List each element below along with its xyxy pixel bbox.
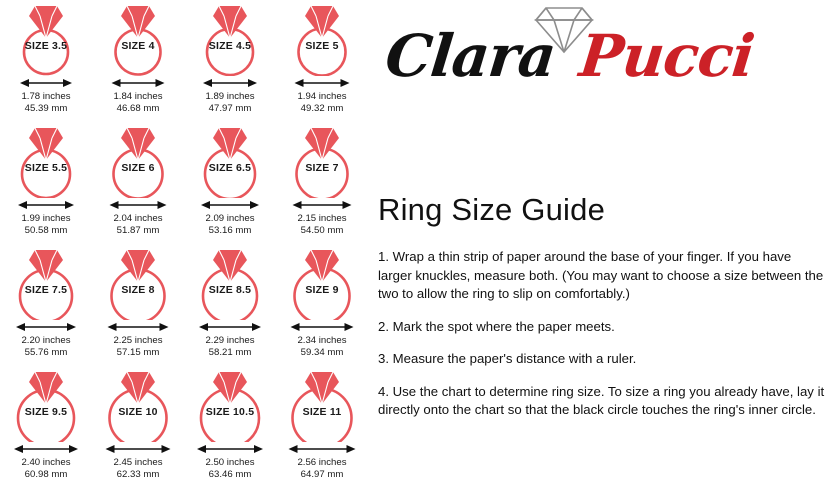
width-arrow: [184, 198, 276, 212]
ring-measurements: [276, 91, 368, 114]
measure-mm: 54.50 mm: [300, 224, 344, 236]
ring-icon: [184, 368, 276, 442]
measure-inches: 1.84 inches: [113, 91, 163, 102]
ring-size-cell: [0, 244, 92, 366]
ring-icon: [0, 368, 92, 442]
ring-measurements: [276, 335, 368, 358]
ring-illustration: [0, 366, 92, 442]
ring-illustration: [276, 122, 368, 198]
ring-size-label: SIZE 8.5: [208, 284, 252, 296]
measure-mm: 58.21 mm: [208, 346, 252, 358]
ring-size-cell: [184, 244, 276, 366]
ring-illustration: [184, 366, 276, 442]
ring-measurements: [184, 213, 276, 236]
width-arrow: [92, 76, 184, 90]
ring-measurements: [92, 213, 184, 236]
ring-size-cell: [0, 0, 92, 122]
ring-measurements: [184, 335, 276, 358]
ring-size-cell: [92, 122, 184, 244]
measure-inches: 2.56 inches: [297, 457, 347, 468]
ring-illustration: [92, 366, 184, 442]
ring-size-label: SIZE 4.5: [208, 40, 252, 52]
ring-size-label: SIZE 7.5: [24, 284, 68, 296]
instruction-list: [378, 248, 828, 434]
double-arrow-icon: [184, 442, 276, 456]
ring-size-cell: [276, 366, 368, 488]
width-arrow: [276, 320, 368, 334]
chart-row: [0, 0, 368, 122]
instruction-step: 1. Wrap a thin strip of paper around the base of your finger. If you have larger knuckles, measure both. (You may want to choose a size between the two to allow the ring to slip on comfortably.): [378, 249, 824, 301]
width-arrow: [184, 320, 276, 334]
chart-row: [0, 122, 368, 244]
double-arrow-icon: [184, 198, 276, 212]
brand-name-second: Pucci: [576, 22, 758, 90]
ring-illustration: [0, 244, 92, 320]
width-arrow: [276, 198, 368, 212]
ring-size-cell: [0, 122, 92, 244]
ring-size-chart: [0, 0, 368, 501]
brand-name-first: Clara: [382, 22, 559, 90]
measure-inches: 2.45 inches: [113, 457, 163, 468]
double-arrow-icon: [276, 320, 368, 334]
ring-size-label: SIZE 9.5: [24, 406, 68, 418]
double-arrow-icon: [92, 442, 184, 456]
measure-mm: 45.39 mm: [24, 102, 68, 114]
measure-mm: 50.58 mm: [24, 224, 68, 236]
ring-measurements: [0, 91, 92, 114]
ring-icon: [276, 246, 368, 320]
guide-panel: [368, 0, 839, 501]
measure-mm: 55.76 mm: [24, 346, 68, 358]
ring-measurements: [276, 457, 368, 480]
ring-measurements: [276, 213, 368, 236]
width-arrow: [276, 442, 368, 456]
instruction-step: 4. Use the chart to determine ring size. To size a ring you already have, lay it directly onto the chart so that the black circle touches the ring's inner circle.: [378, 383, 825, 417]
measure-inches: 1.94 inches: [297, 91, 347, 102]
ring-icon: [92, 124, 184, 198]
ring-icon: [276, 368, 368, 442]
double-arrow-icon: [0, 320, 92, 334]
double-arrow-icon: [184, 76, 276, 90]
ring-size-cell: [92, 366, 184, 488]
width-arrow: [184, 442, 276, 456]
measure-mm: 64.97 mm: [300, 468, 344, 480]
width-arrow: [276, 76, 368, 90]
double-arrow-icon: [184, 320, 276, 334]
ring-illustration: [0, 122, 92, 198]
double-arrow-icon: [92, 76, 184, 90]
ring-size-cell: [276, 122, 368, 244]
ring-icon: [276, 2, 368, 76]
measure-inches: 2.50 inches: [205, 457, 255, 468]
ring-illustration: [276, 244, 368, 320]
ring-size-cell: [184, 122, 276, 244]
ring-size-label: SIZE 5.5: [24, 162, 68, 174]
ring-icon: [92, 368, 184, 442]
width-arrow: [92, 320, 184, 334]
ring-size-label: SIZE 6.5: [208, 162, 252, 174]
double-arrow-icon: [276, 198, 368, 212]
width-arrow: [92, 442, 184, 456]
instruction-step: 3. Measure the paper's distance with a ruler.: [378, 351, 637, 366]
ring-size-label: SIZE 5: [305, 40, 339, 52]
ring-size-label: SIZE 11: [302, 406, 342, 418]
ring-size-label: SIZE 6: [121, 162, 155, 174]
ring-size-cell: [92, 0, 184, 122]
measure-inches: 2.09 inches: [205, 213, 255, 224]
measure-inches: 2.25 inches: [113, 335, 163, 346]
ring-size-label: SIZE 9: [305, 284, 339, 296]
measure-mm: 47.97 mm: [208, 102, 252, 114]
width-arrow: [0, 76, 92, 90]
ring-icon: [184, 124, 276, 198]
measure-mm: 59.34 mm: [300, 346, 344, 358]
ring-size-cell: [276, 244, 368, 366]
measure-inches: 2.20 inches: [21, 335, 71, 346]
chart-row: [0, 244, 368, 366]
ring-measurements: [184, 457, 276, 480]
ring-illustration: [184, 122, 276, 198]
double-arrow-icon: [0, 442, 92, 456]
chart-row: [0, 366, 368, 488]
width-arrow: [0, 442, 92, 456]
ring-size-label: SIZE 4: [121, 40, 155, 52]
ring-size-cell: [0, 366, 92, 488]
measure-inches: 2.34 inches: [297, 335, 347, 346]
ring-size-label: SIZE 3.5: [24, 40, 68, 52]
instruction-step: 2. Mark the spot where the paper meets.: [378, 318, 615, 334]
ring-size-cell: [92, 244, 184, 366]
ring-size-label: SIZE 10: [118, 406, 158, 418]
measure-mm: 60.98 mm: [24, 468, 68, 480]
measure-mm: 63.46 mm: [208, 468, 252, 480]
ring-icon: [0, 246, 92, 320]
ring-size-cell: [276, 0, 368, 122]
double-arrow-icon: [276, 442, 368, 456]
measure-mm: 51.87 mm: [116, 224, 160, 236]
double-arrow-icon: [0, 198, 92, 212]
measure-inches: 1.99 inches: [21, 213, 71, 224]
ring-illustration: [276, 366, 368, 442]
brand-logo: [368, 0, 839, 110]
ring-measurements: [0, 457, 92, 480]
page-title: Ring Size Guide: [378, 192, 606, 227]
ring-icon: [92, 2, 184, 76]
double-arrow-icon: [92, 320, 184, 334]
ring-icon: [92, 246, 184, 320]
ring-size-label: SIZE 7: [305, 162, 339, 174]
ring-size-cell: [184, 366, 276, 488]
width-arrow: [92, 198, 184, 212]
double-arrow-icon: [276, 76, 368, 90]
measure-mm: 57.15 mm: [116, 346, 160, 358]
ring-illustration: [92, 0, 184, 76]
measure-inches: 2.15 inches: [297, 213, 347, 224]
ring-illustration: [276, 0, 368, 76]
ring-size-label: SIZE 8: [121, 284, 155, 296]
ring-icon: [184, 246, 276, 320]
ring-measurements: [92, 457, 184, 480]
ring-illustration: [92, 244, 184, 320]
double-arrow-icon: [0, 76, 92, 90]
ring-icon: [0, 124, 92, 198]
ring-size-cell: [184, 0, 276, 122]
double-arrow-icon: [92, 198, 184, 212]
measure-mm: 49.32 mm: [300, 102, 344, 114]
measure-inches: 2.29 inches: [205, 335, 255, 346]
measure-mm: 46.68 mm: [116, 102, 160, 114]
ring-measurements: [0, 335, 92, 358]
measure-mm: 53.16 mm: [208, 224, 252, 236]
ring-illustration: [184, 244, 276, 320]
ring-icon: [0, 2, 92, 76]
ring-illustration: [92, 122, 184, 198]
ring-measurements: [92, 335, 184, 358]
ring-icon: [276, 124, 368, 198]
ring-icon: [184, 2, 276, 76]
ring-illustration: [0, 0, 92, 76]
measure-inches: 2.04 inches: [113, 213, 163, 224]
width-arrow: [0, 198, 92, 212]
measure-inches: 2.40 inches: [21, 457, 71, 468]
ring-measurements: [0, 213, 92, 236]
measure-mm: 62.33 mm: [116, 468, 160, 480]
ring-illustration: [184, 0, 276, 76]
ring-measurements: [184, 91, 276, 114]
measure-inches: 1.78 inches: [21, 91, 71, 102]
width-arrow: [0, 320, 92, 334]
ring-size-label: SIZE 10.5: [205, 406, 255, 418]
measure-inches: 1.89 inches: [205, 91, 255, 102]
ring-measurements: [92, 91, 184, 114]
width-arrow: [184, 76, 276, 90]
